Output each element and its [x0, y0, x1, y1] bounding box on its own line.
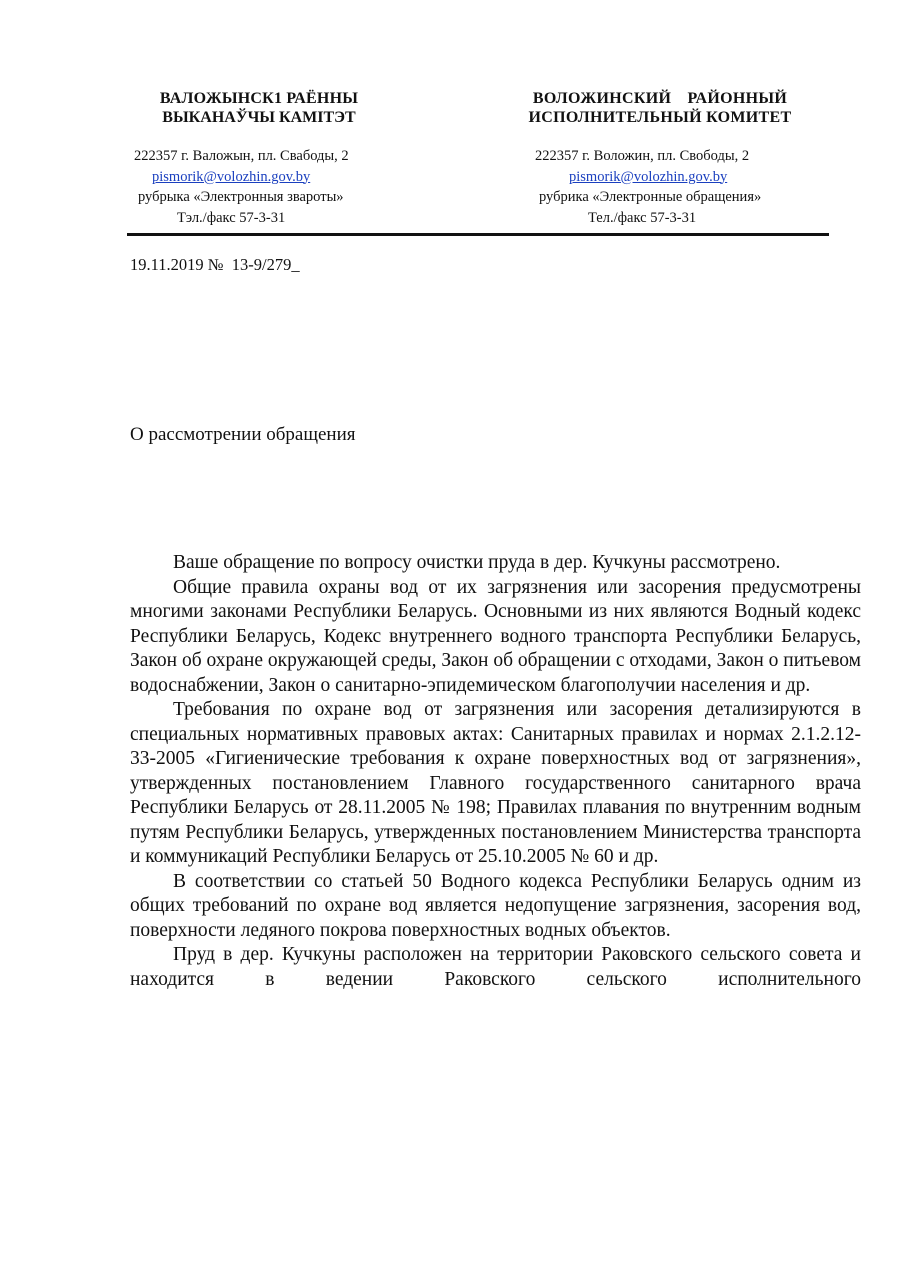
header-left-email-link[interactable]: pismorik@volozhin.gov.by	[152, 168, 311, 185]
registration-line: 19.11.2019 № 13-9/279_	[130, 255, 300, 274]
header-left-rubric: рубрыка «Электронныя звароты»	[138, 189, 344, 205]
header-right-phone: Тел./факс 57-3-31	[588, 209, 697, 226]
header-right-title-line2: ИСПОЛНИТЕЛЬНЫЙ КОМИТЕТ	[528, 109, 792, 126]
body-paragraph: Требования по охране вод от загрязнения или засорения детализируются в специальных нормативных правовых актах: Санитарных правилах и нормах 2.1.2.12-33-2005 «Гигиенические требования к охране поверхностных вод от загрязнения», утвержденных постановлением Главного государственного санитарного врача Республики Беларусь от 28.11.2005 № 198; Правилах плавания по внутренним водным путям Республики Беларусь, утвержденных постановлением Министерства транспорта и коммуникаций Республики Беларусь от 25.10.2005 № 60 и др.	[130, 699, 861, 867]
header-left-email-row	[130, 167, 430, 188]
header-divider	[127, 233, 829, 236]
body-paragraph: В соответствии со статьей 50 Водного кодекса Республики Беларусь одним из общих требований по охране вод является недопущение загрязнения, засорения вод, поверхности ледяного покрова поверхностных водных объектов.	[130, 870, 861, 941]
header-right-title-line1: ВОЛОЖИНСКИЙ РАЙОННЫЙ	[532, 90, 788, 107]
header-left-contacts	[130, 146, 430, 228]
header-right-email-row	[530, 167, 850, 188]
header-right-contacts	[530, 146, 850, 228]
header-right-titles	[500, 89, 820, 127]
header-left-titles	[118, 89, 400, 127]
header-right-address: 222357 г. Воложин, пл. Свободы, 2	[535, 148, 750, 164]
body-paragraph: Ваше обращение по вопросу очистки пруда в дер. Кучкуны рассмотрено.	[173, 552, 781, 573]
body-paragraph: Общие правила охраны вод от их загрязнения или засорения предусмотрены многими законами Республики Беларусь. Основными из них являются Водный кодекс Республики Беларусь, Кодекс внутреннего водного транспорта Республики Беларусь, Закон об охране окружающей среды, Закон об обращении с отходами, Закон о питьевом водоснабжении, Закон о санитарно-эпидемическом благополучии населения и др.	[130, 576, 861, 696]
letter-body	[130, 551, 861, 992]
header-right-rubric: рубрика «Электронные обращения»	[539, 189, 762, 205]
header-left-address: 222357 г. Валожын, пл. Свабоды, 2	[134, 148, 349, 164]
header-left-title-line1: ВАЛОЖЫНСК1 РАЁННЫ	[159, 90, 359, 107]
body-paragraph: Пруд в дер. Кучкуны расположен на территории Раковского сельского совета и находится в ведении Раковского сельского исполнительного	[130, 944, 861, 990]
header-right-email-link[interactable]: pismorik@volozhin.gov.by	[569, 168, 728, 185]
letter-subject: О рассмотрении обращения	[130, 424, 356, 445]
header-left-title-line2: ВЫКАНАЎЧЫ КАМІТЭТ	[162, 109, 356, 126]
header-left-phone: Тэл./факс 57-3-31	[177, 209, 286, 226]
